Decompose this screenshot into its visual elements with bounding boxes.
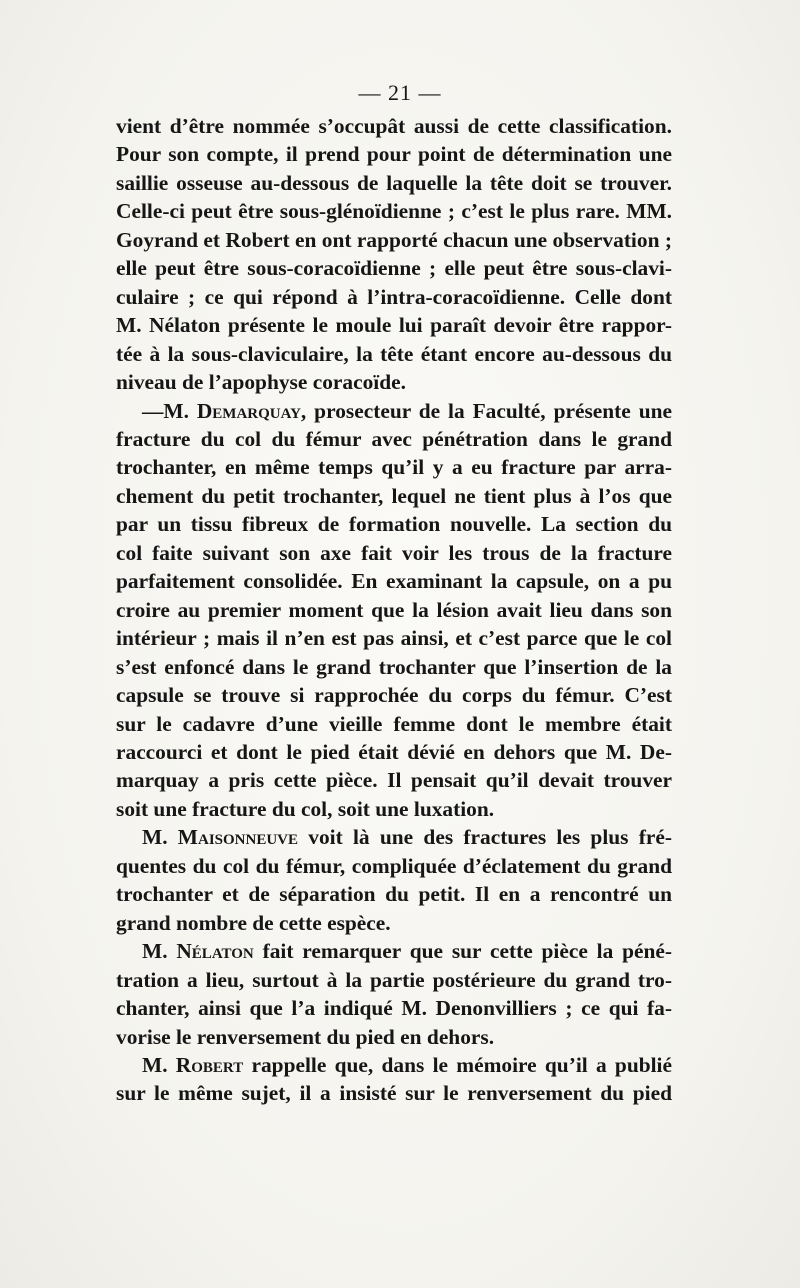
text-line: Pour son compte, il prend pour point de détermination une — [116, 142, 672, 167]
paragraph-2 — [116, 397, 672, 824]
text-line: col faite suivant son axe fait voir les trous de la fracture — [116, 540, 672, 565]
text-line: vient d’être nommée s’occupât aussi de cette classification. — [116, 114, 672, 138]
text-fragment: voit là une des fractures les plus fré- — [298, 825, 672, 850]
paragraph-1 — [116, 112, 672, 397]
paragraph-3 — [116, 823, 672, 937]
text-line: par un tissu fibreux de formation nouvelle. La section du — [116, 512, 672, 537]
text-line — [116, 1051, 672, 1079]
text-line: soit une fracture du col, soit une luxation. — [116, 796, 495, 821]
text-line — [116, 397, 672, 425]
speaker-prefix: —M. — [142, 398, 197, 423]
text-line: capsule se trouve si rapprochée du corps du fémur. C’est — [116, 683, 672, 708]
text-line: elle peut être sous-coracoïdienne ; elle peut être sous-clavi- — [116, 256, 672, 281]
text-line: grand nombre de cette espèce. — [116, 910, 391, 935]
text-line: trochanter, en même temps qu’il y a eu fracture par arra- — [116, 455, 672, 480]
text-line: chement du petit trochanter, lequel ne tient plus à l’os que — [116, 483, 672, 508]
text-line: vorise le renversement du pied en dehors. — [116, 1024, 495, 1049]
speaker-name: Demarquay — [196, 398, 301, 423]
speaker-prefix: M. — [142, 939, 177, 964]
text-line: parfaitement consolidée. En examinant la capsule, on a pu — [116, 569, 672, 594]
text-line: fracture du col du fémur avec pénétration dans le grand — [116, 426, 672, 451]
text-fragment: rappelle que, dans le mémoire qu’il a publié — [243, 1052, 672, 1077]
text-line: Goyrand et Robert en ont rapporté chacun une observation ; — [116, 227, 672, 252]
text-fragment: , prosecteur de la Faculté, présente une — [300, 398, 672, 423]
page-number: — 21 — — [358, 80, 442, 105]
text-line: croire au premier moment que la lésion avait lieu dans son — [116, 597, 672, 622]
text-line: tée à la sous-claviculaire, la tête étant encore au-dessous du — [116, 341, 672, 366]
text-line: chanter, ainsi que l’a indiqué M. Denonvilliers ; ce qui fa- — [116, 996, 672, 1021]
text-line: sur le cadavre d’une vieille femme dont le membre était — [116, 711, 672, 736]
text-line: tration a lieu, surtout à la partie postérieure du grand tro- — [116, 967, 672, 992]
speaker-prefix: M. — [142, 825, 178, 850]
text-line: trochanter et de séparation du petit. Il en a rencontré un — [116, 882, 672, 907]
text-line: Celle-ci peut être sous-glénoïdienne ; c’est le plus rare. MM. — [116, 199, 672, 224]
text-line: s’est enfoncé dans le grand trochanter que l’insertion de la — [116, 654, 672, 679]
paragraph-4 — [116, 937, 672, 1051]
speaker-name: Robert — [175, 1052, 244, 1077]
text-fragment: fait remarquer que sur cette pièce la péné- — [253, 939, 672, 964]
paragraph-5 — [116, 1051, 672, 1108]
text-line: niveau de l’apophyse coracoïde. — [116, 370, 406, 395]
body-text — [116, 112, 672, 1108]
text-line — [116, 823, 672, 851]
text-line: marquay a pris cette pièce. Il pensait qu’il devait trouver — [116, 768, 672, 793]
text-line: M. Nélaton présente le moule lui paraît devoir être rappor- — [116, 313, 672, 338]
text-line: intérieur ; mais il n’en est pas ainsi, et c’est parce que le col — [116, 626, 672, 651]
speaker-name: Maisonneuve — [177, 825, 299, 850]
text-line: sur le même sujet, il a insisté sur le renversement du pied — [116, 1081, 672, 1106]
text-line: culaire ; ce qui répond à l’intra-coracoïdienne. Celle dont — [116, 284, 672, 309]
text-line: saillie osseuse au-dessous de laquelle la tête doit se trouver. — [116, 170, 672, 195]
speaker-name: Nélaton — [176, 939, 254, 964]
speaker-prefix: M. — [142, 1052, 176, 1077]
text-line: raccourci et dont le pied était dévié en dehors que M. De- — [116, 739, 672, 764]
text-line — [116, 937, 672, 965]
text-line: quentes du col du fémur, compliquée d’éclatement du grand — [116, 853, 672, 878]
